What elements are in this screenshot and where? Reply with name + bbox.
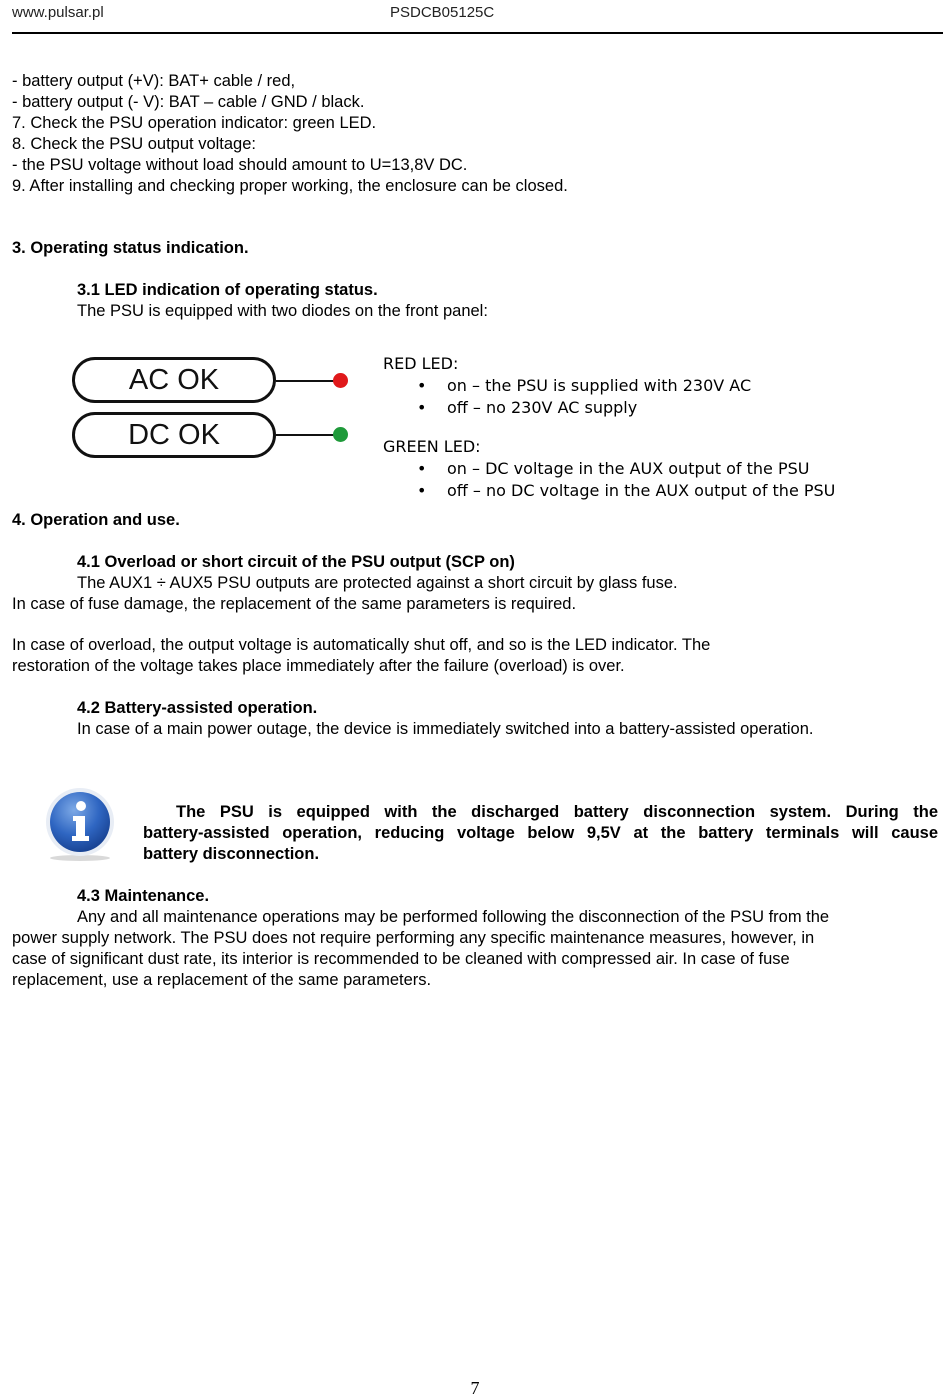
section3-title: 3. Operating status indication. (12, 239, 249, 257)
section41-line: In case of fuse damage, the replacement of the same parameters is required. (12, 595, 577, 613)
page-number: 7 (470, 1378, 480, 1398)
section41-para: In case of overload, the output voltage is automatically shut off, and so is the LED indicator. The (12, 636, 711, 654)
header-model: PSDCB05125C (390, 4, 495, 21)
dc-wire (276, 434, 334, 436)
intro-line: - the PSU voltage without load should amount to U=13,8V DC. (12, 156, 468, 174)
section43-line: power supply network. The PSU does not require performing any specific maintenance measures, however, in (12, 929, 815, 947)
red-led-item-text: off – no 230V AC supply (447, 398, 638, 417)
section41-para: restoration of the voltage takes place immediately after the failure (overload) is over. (12, 657, 625, 675)
red-led-title: RED LED: (383, 354, 459, 373)
note-line: battery-assisted operation, reducing voltage below 9,5V at the battery terminals will cause (143, 824, 938, 842)
section43-line: replacement, use a replacement of the same parameters. (12, 971, 432, 989)
intro-line: - battery output (- V): BAT – cable / GND / black. (12, 93, 365, 111)
note-line: battery disconnection. (143, 845, 320, 863)
intro-line: 9. After installing and checking proper working, the enclosure can be closed. (12, 177, 568, 195)
bullet-icon: • (417, 459, 427, 478)
intro-line: - battery output (+V): BAT+ cable / red, (12, 72, 296, 90)
intro-line: 8. Check the PSU output voltage: (12, 135, 256, 153)
section43-title: 4.3 Maintenance. (77, 887, 210, 905)
dc-ok-label-box (72, 412, 276, 458)
section4-title: 4. Operation and use. (12, 511, 180, 529)
bullet-icon: • (417, 398, 427, 417)
section31-text: The PSU is equipped with two diodes on the front panel: (77, 302, 488, 320)
section43-line: Any and all maintenance operations may be performed following the disconnection of the PSU from the (77, 908, 830, 926)
note-line: The PSU is equipped with the discharged battery disconnection system. During the (176, 803, 938, 821)
red-led-item (417, 376, 751, 395)
bullet-icon: • (417, 376, 427, 395)
green-led-item (417, 481, 835, 500)
section41-line: The AUX1 ÷ AUX5 PSU outputs are protected against a short circuit by glass fuse. (77, 574, 678, 592)
red-led-icon (333, 373, 348, 388)
bullet-icon: • (417, 481, 427, 500)
section42-title: 4.2 Battery-assisted operation. (77, 699, 318, 717)
header-rule (12, 32, 943, 34)
info-icon (36, 786, 124, 862)
section43-line: case of significant dust rate, its interior is recommended to be cleaned with compressed air. In case of fuse (12, 950, 790, 968)
dc-ok-label: DC OK (128, 418, 220, 451)
red-led-item-text: on – the PSU is supplied with 230V AC (447, 376, 752, 395)
section42-text: In case of a main power outage, the device is immediately switched into a battery-assisted operation. (77, 720, 814, 738)
section41-title: 4.1 Overload or short circuit of the PSU output (SCP on) (77, 553, 515, 571)
green-led-item (417, 459, 810, 478)
intro-line: 7. Check the PSU operation indicator: green LED. (12, 114, 377, 132)
green-led-item-text: off – no DC voltage in the AUX output of the PSU (447, 481, 836, 500)
green-led-icon (333, 427, 348, 442)
green-led-item-text: on – DC voltage in the AUX output of the PSU (447, 459, 810, 478)
ac-ok-label: AC OK (128, 363, 220, 396)
green-led-title: GREEN LED: (383, 437, 481, 456)
section31-title: 3.1 LED indication of operating status. (77, 281, 378, 299)
header-site: www.pulsar.pl (12, 4, 104, 21)
ac-ok-label-box (72, 357, 276, 403)
red-led-item (417, 398, 637, 417)
ac-wire (276, 380, 334, 382)
